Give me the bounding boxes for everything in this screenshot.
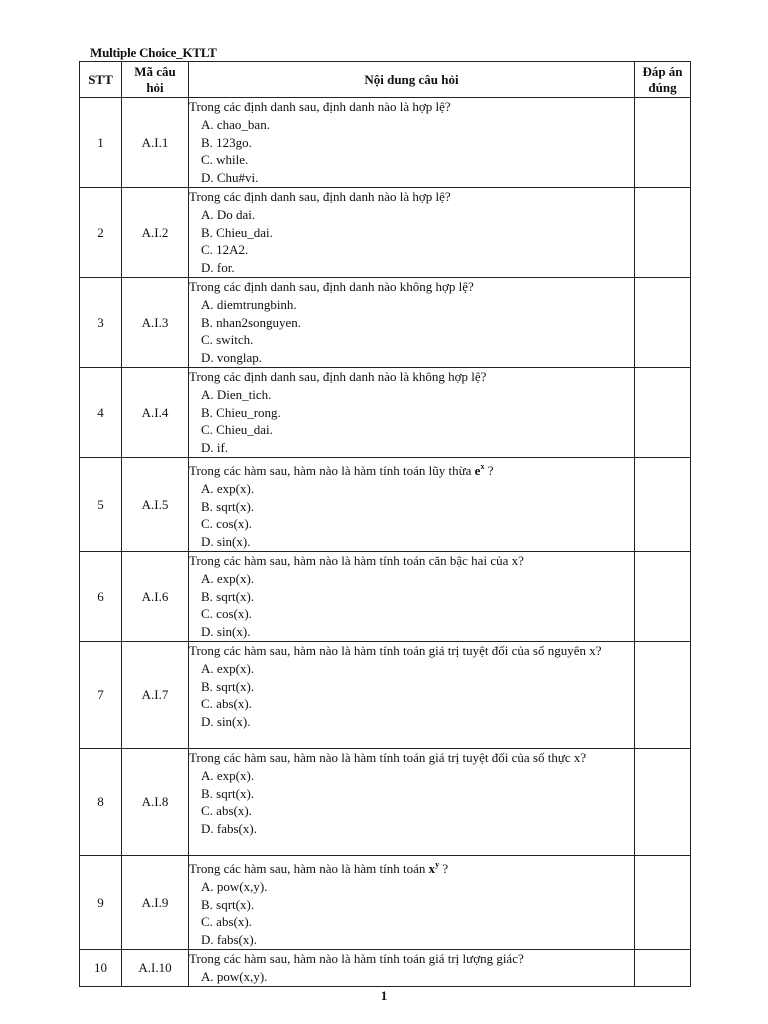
question-text — [189, 642, 634, 660]
answer-option: A. exp(x). — [201, 660, 255, 676]
correct-answer-cell[interactable] — [635, 949, 691, 986]
question-code: A.I.6 — [122, 551, 189, 641]
expression-tail: ? — [439, 860, 449, 876]
answer-option: D. sin(x). — [201, 534, 251, 550]
answer-option: A. Do dai. — [201, 206, 256, 222]
document-title: Multiple Choice_KTLT — [90, 45, 217, 60]
answer-option: C. Chieu_dai. — [201, 422, 273, 438]
row-number: 5 — [80, 458, 122, 552]
answer-option: D. fabs(x). — [201, 821, 257, 837]
answer-option: D. vonglap. — [201, 350, 263, 366]
question-content — [189, 855, 635, 949]
question-content — [189, 748, 635, 855]
question-stem: Trong các hàm sau, hàm nào là hàm tính toán căn bậc hai của x? — [189, 552, 524, 568]
question-content — [189, 641, 635, 748]
expression-exponent: y — [435, 859, 440, 869]
correct-answer-cell[interactable] — [635, 855, 691, 949]
answer-option: B. sqrt(x). — [201, 785, 255, 801]
correct-answer-cell[interactable] — [635, 641, 691, 748]
question-code: A.I.8 — [122, 748, 189, 855]
answer-option: B. Chieu_dai. — [201, 224, 273, 240]
question-text — [189, 188, 634, 206]
row-number: 8 — [80, 748, 122, 855]
header-code-line2: hỏi — [146, 79, 164, 95]
correct-answer-cell[interactable] — [635, 278, 691, 368]
question-stem: Trong các hàm sau, hàm nào là hàm tính toán lũy thừa — [189, 463, 472, 478]
question-code: A.I.4 — [122, 368, 189, 458]
header-answer-line1: Đáp án — [642, 63, 683, 79]
correct-answer-cell[interactable] — [635, 551, 691, 641]
answer-option: B. 123go. — [201, 134, 252, 150]
header-correct-answer — [635, 62, 691, 98]
answer-option: A. pow(x,y). — [201, 878, 268, 894]
question-code: A.I.1 — [122, 98, 189, 188]
question-stem: Trong các định danh sau, định danh nào là hợp lệ? — [189, 99, 451, 114]
row-number: 1 — [80, 98, 122, 188]
question-text — [189, 950, 634, 968]
expression-exponent: x — [480, 462, 485, 471]
answer-option: A. exp(x). — [201, 570, 255, 586]
row-number: 9 — [80, 855, 122, 949]
question-content — [189, 551, 635, 641]
answer-option: A. pow(x,y). — [201, 968, 268, 984]
answer-option: D. fabs(x). — [201, 932, 257, 948]
table-row — [80, 458, 691, 552]
question-stem: Trong các hàm sau, hàm nào là hàm tính toán giá trị lượng giác? — [189, 950, 524, 966]
correct-answer-cell[interactable] — [635, 188, 691, 278]
row-number: 4 — [80, 368, 122, 458]
question-stem: Trong các hàm sau, hàm nào là hàm tính toán giá trị tuyệt đối của số thực x? — [189, 749, 587, 765]
question-table — [79, 61, 691, 987]
answer-option: B. sqrt(x). — [201, 896, 255, 912]
row-number: 10 — [80, 949, 122, 986]
table-row — [80, 278, 691, 368]
header-question-code — [122, 62, 189, 98]
table-header-row — [80, 62, 691, 98]
question-code: A.I.2 — [122, 188, 189, 278]
answer-option: C. cos(x). — [201, 516, 252, 532]
question-content — [189, 98, 635, 188]
answer-option: C. abs(x). — [201, 803, 252, 819]
answer-option: D. if. — [201, 440, 229, 456]
question-text — [189, 368, 634, 386]
question-stem: Trong các hàm sau, hàm nào là hàm tính toán — [189, 860, 426, 876]
answer-option: A. Dien_tich. — [201, 386, 272, 402]
correct-answer-cell[interactable] — [635, 748, 691, 855]
question-content — [189, 458, 635, 552]
answer-option: B. Chieu_rong. — [201, 404, 281, 420]
header-answer-line2: đúng — [648, 79, 677, 95]
correct-answer-cell[interactable] — [635, 458, 691, 552]
question-content — [189, 278, 635, 368]
question-text — [189, 98, 634, 116]
answer-option: B. nhan2songuyen. — [201, 314, 302, 330]
question-code: A.I.3 — [122, 278, 189, 368]
question-stem: Trong các định danh sau, định danh nào là không hợp lệ? — [189, 369, 487, 384]
answer-option: C. cos(x). — [201, 606, 252, 622]
row-number: 7 — [80, 641, 122, 748]
answer-option: A. diemtrungbinh. — [201, 296, 297, 312]
question-text — [189, 552, 634, 570]
answer-option: A. chao_ban. — [201, 116, 270, 132]
table-row — [80, 98, 691, 188]
header-stt: STT — [80, 62, 122, 98]
answer-option: D. Chu#vi. — [201, 170, 259, 186]
question-text — [189, 458, 634, 480]
answer-option: A. exp(x). — [201, 480, 255, 496]
answer-option: B. sqrt(x). — [201, 678, 255, 694]
table-row — [80, 855, 691, 949]
question-content — [189, 949, 635, 986]
question-stem: Trong các định danh sau, định danh nào không hợp lệ? — [189, 279, 474, 294]
question-content — [189, 368, 635, 458]
answer-option: C. while. — [201, 152, 249, 168]
row-number: 2 — [80, 188, 122, 278]
table-row — [80, 188, 691, 278]
question-code: A.I.9 — [122, 855, 189, 949]
answer-option: C. abs(x). — [201, 696, 252, 712]
question-text — [189, 749, 634, 767]
expression-base: e — [474, 463, 481, 478]
answer-option: B. sqrt(x). — [201, 498, 255, 514]
math-expression — [429, 861, 440, 876]
question-code: A.I.7 — [122, 641, 189, 748]
question-code: A.I.10 — [122, 949, 189, 986]
question-text — [189, 278, 634, 296]
row-number: 6 — [80, 551, 122, 641]
answer-option: C. 12A2. — [201, 242, 249, 258]
answer-option: D. sin(x). — [201, 624, 251, 640]
question-code: A.I.5 — [122, 458, 189, 552]
table-row — [80, 551, 691, 641]
page-number: 1 — [380, 988, 388, 1003]
expression-base: x — [428, 860, 436, 876]
question-stem: Trong các hàm sau, hàm nào là hàm tính toán giá trị tuyệt đối của số nguyên x? — [189, 642, 602, 658]
correct-answer-cell[interactable] — [635, 98, 691, 188]
question-text — [189, 856, 634, 878]
answer-option: B. sqrt(x). — [201, 588, 255, 604]
answer-option: D. for. — [201, 260, 235, 276]
table-body — [80, 98, 691, 987]
expression-tail: ? — [484, 463, 494, 478]
answer-option: C. abs(x). — [201, 914, 252, 930]
answer-option: D. sin(x). — [201, 714, 251, 730]
header-question-content: Nội dung câu hỏi — [189, 62, 635, 98]
question-stem: Trong các định danh sau, định danh nào là hợp lệ? — [189, 189, 451, 204]
correct-answer-cell[interactable] — [635, 368, 691, 458]
table-row — [80, 368, 691, 458]
table-row — [80, 641, 691, 748]
answer-option: A. exp(x). — [201, 767, 255, 783]
answer-option: C. switch. — [201, 332, 254, 348]
table-row — [80, 949, 691, 986]
row-number: 3 — [80, 278, 122, 368]
table-row — [80, 748, 691, 855]
math-expression — [475, 463, 485, 478]
question-content — [189, 188, 635, 278]
header-code-line1: Mã câu — [134, 63, 176, 79]
